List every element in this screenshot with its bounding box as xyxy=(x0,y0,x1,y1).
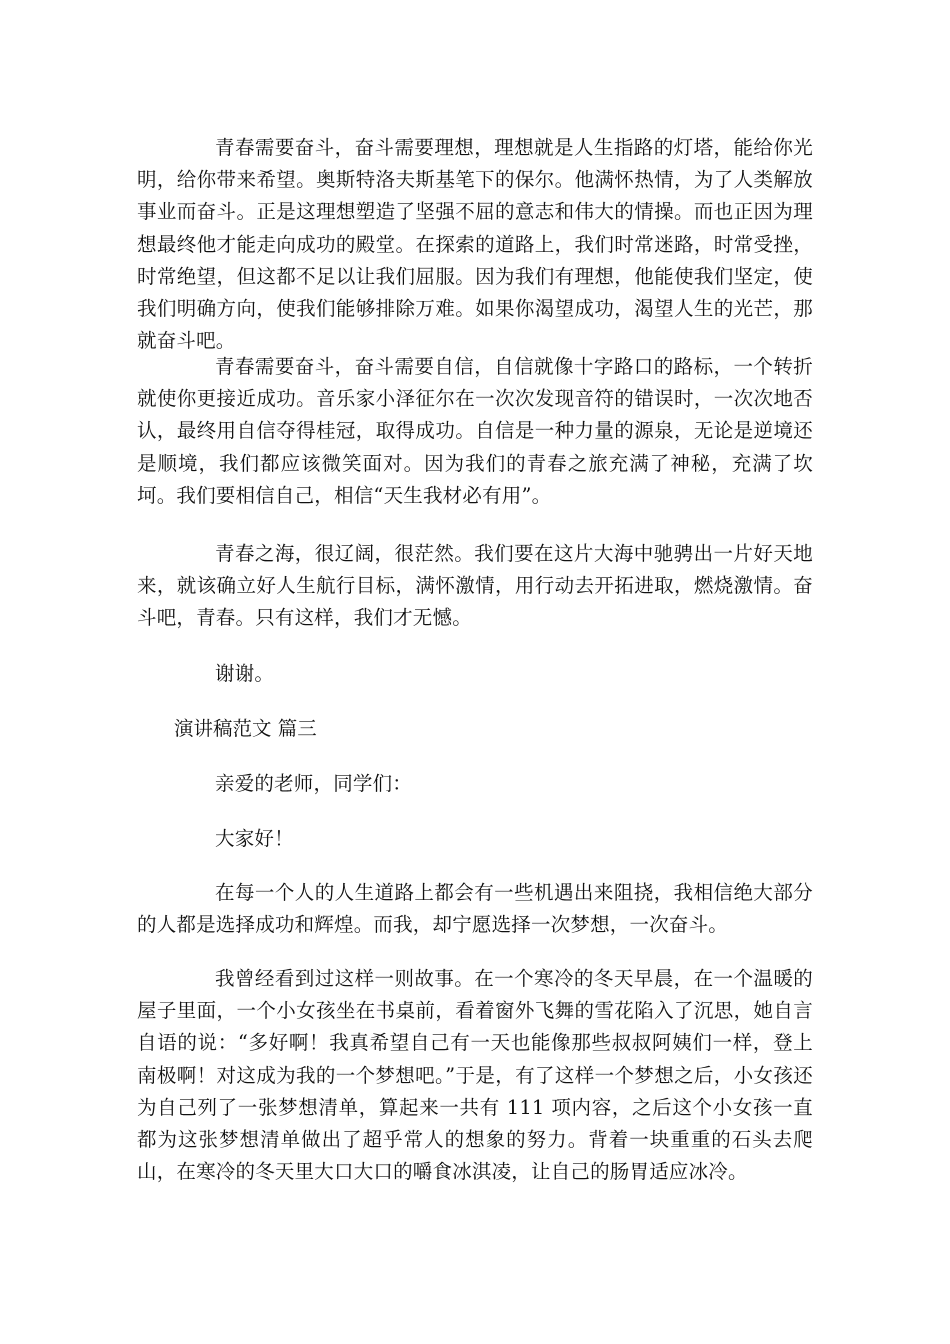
paragraph-text: 我曾经看到过这样一则故事。在一个寒冷的冬天早晨，在一个温暖的屋子里面，一个小女孩坐在书桌前，看着窗外飞舞的雪花陷入了沉思，她自言自语的说：“多好啊！我真希望自己有一天也能像那些叔叔阿姨们一样，登上南极啊！对这成为我的一个梦想吧。”于是，有了这样一个梦想之后，小女孩还为自己列了一张梦想清单，算起来一共有 111 项内容，之后这个小女孩一直都为这张梦想清单做出了超乎常人的想象的努力。背着一块重重的石头去爬山，在寒冷的冬天里大口大口的嚼食冰淇凌，让自己的肠胃适应冰冷。 xyxy=(137,967,813,1184)
paragraph-thanks xyxy=(137,658,813,690)
paragraph-opportunity xyxy=(137,877,813,941)
paragraph-greeting xyxy=(137,768,813,800)
section-heading: 演讲稿范文 篇三 xyxy=(174,717,317,740)
paragraph-text: 青春需要奋斗，奋斗需要自信，自信就像十字路口的路标，一个转折就使你更接近成功。音乐家小泽征尔在一次次发现音符的错误时，一次次地否认，最终用自信夺得桂冠，取得成功。自信是一种力量的源泉，无论是逆境还是顺境，我们都应该微笑面对。因为我们的青春之旅充满了神秘，充满了坎坷。我们要相信自己，相信“天生我材必有用”。 xyxy=(137,355,813,507)
paragraph-ideal xyxy=(137,132,813,357)
paragraph-text: 亲爱的老师，同学们： xyxy=(215,772,413,795)
paragraph-text: 在每一个人的人生道路上都会有一些机遇出来阻挠，我相信绝大部分的人都是选择成功和辉煌。而我，却宁愿选择一次梦想，一次奋斗。 xyxy=(137,881,813,937)
paragraph-text: 谢谢。 xyxy=(215,662,275,685)
paragraph-confidence xyxy=(137,351,813,512)
paragraph-youth-sea xyxy=(137,538,813,635)
paragraph-text: 青春之海，很辽阔，很茫然。我们要在这片大海中驰骋出一片好天地来，就该确立好人生航行目标，满怀激情，用行动去开拓进取，燃烧激情。奋斗吧，青春。只有这样，我们才无憾。 xyxy=(137,542,813,630)
paragraph-hello xyxy=(137,823,813,855)
paragraph-text: 大家好！ xyxy=(215,827,294,850)
paragraph-story xyxy=(137,963,813,1188)
paragraph-text: 青春需要奋斗，奋斗需要理想，理想就是人生指路的灯塔，能给你光明，给你带来希望。奥斯特洛夫斯基笔下的保尔。他满怀热情，为了人类解放事业而奋斗。正是这理想塑造了坚强不屈的意志和伟大的情操。而也正因为理想最终他才能走向成功的殿堂。在探索的道路上，我们时常迷路，时常受挫，时常绝望，但这都不足以让我们屈服。因为我们有理想，他能使我们坚定，使我们明确方向，使我们能够排除万难。如果你渴望成功，渴望人生的光芒，那就奋斗吧。 xyxy=(137,136,813,353)
